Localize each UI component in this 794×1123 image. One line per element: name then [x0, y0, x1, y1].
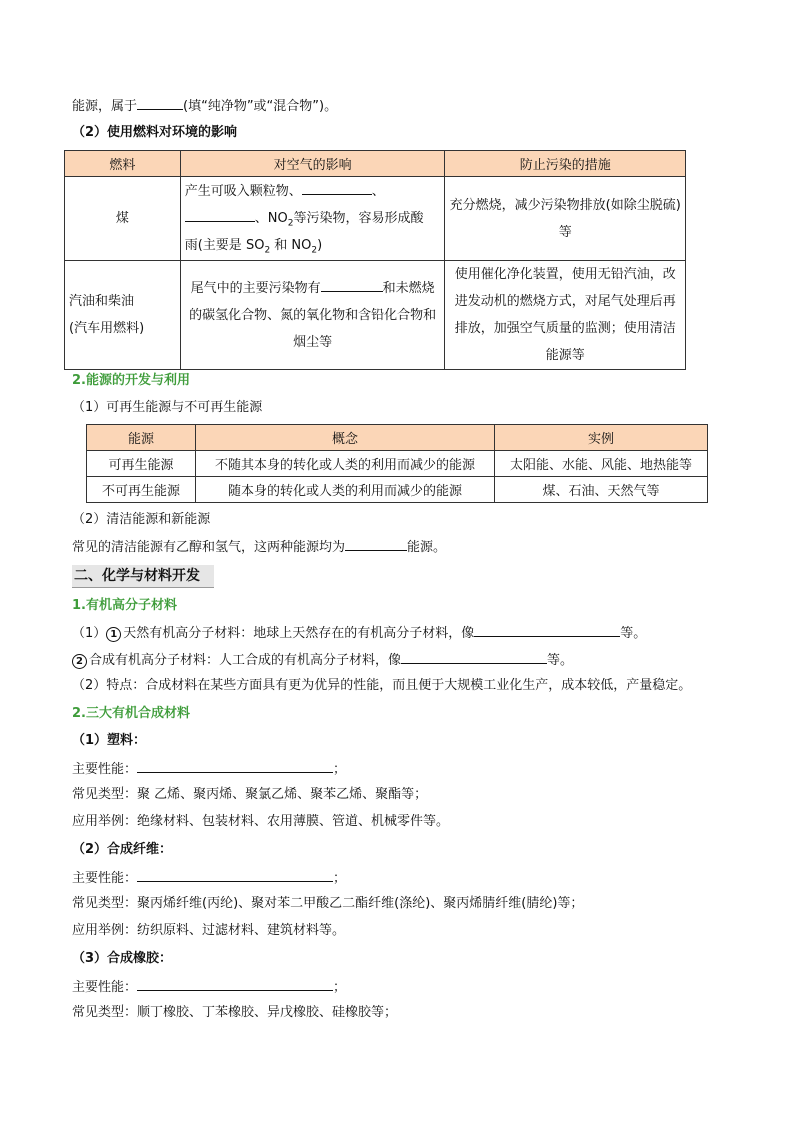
synthetic-polymer-line: 2 合成有机高分子材料：人工合成的有机高分子材料，像 等。 [72, 650, 573, 670]
renewable-table [86, 424, 708, 503]
cell-coal: 煤 [65, 177, 181, 261]
heading-renewable: （1）可再生能源与不可再生能源 [72, 400, 263, 415]
heading-fiber: （2）合成纤维： [72, 842, 173, 857]
cell-coal-measure: 充分燃烧，减少污染物排放(如除尘脱硫)等 [445, 177, 686, 261]
heading-clean-energy: （2）清洁能源和新能源 [72, 512, 211, 527]
plastic-blank[interactable] [137, 759, 333, 773]
heading-organic-polymers: 1.有机高分子材料 [72, 598, 177, 613]
heading-energy-development: 2.能源的开发与利用 [72, 373, 190, 388]
fiber-apps: 应用举例：纺织原料、过滤材料、建筑材料等。 [72, 923, 346, 938]
rubber-blank[interactable] [137, 977, 333, 991]
intro-line [72, 96, 337, 116]
fiber-property-line: 主要性能： ； [72, 868, 346, 888]
header-prevention: 防止污染的措施 [445, 151, 686, 177]
header-air-impact: 对空气的影响 [180, 151, 445, 177]
header-concept: 概念 [196, 425, 495, 451]
rubber-types: 常见类型：顺丁橡胶、丁苯橡胶、异戊橡胶、硅橡胶等； [72, 1005, 398, 1020]
synthetic-blank[interactable] [401, 650, 547, 664]
intro-hint: (填“纯净物”或“混合物”)。 [183, 99, 338, 114]
heading-plastic: （1）塑料： [72, 733, 147, 748]
table-row: 可再生能源 不随其本身的转化或人类的利用而减少的能源 太阳能、水能、风能、地热能等 [87, 451, 708, 477]
cell-oil-measure: 使用催化净化装置，使用无铅汽油，改进发动机的燃烧方式，对尾气处理后再排放，加强空气质量的监测；使用清洁能源等 [445, 261, 686, 370]
heading-three-materials: 2.三大有机合成材料 [72, 706, 190, 721]
heading-rubber: （3）合成橡胶： [72, 951, 173, 966]
table-row: 不可再生能源 随本身的转化或人类的利用而减少的能源 煤、石油、天然气等 [87, 477, 708, 503]
clean-blank[interactable] [345, 537, 407, 551]
heading-environment: （2）使用燃料对环境的影响 [72, 125, 238, 140]
answer-blank[interactable] [137, 96, 183, 110]
circled-number-2: 2 [72, 654, 87, 669]
fiber-blank[interactable] [137, 868, 333, 882]
coal-blank-2[interactable] [185, 208, 255, 222]
section-title-materials: 二、化学与材料开发 [72, 565, 214, 588]
cell-oil-impact: 尾气中的主要污染物有 和未燃烧的碳氢化合物、氮的氧化物和含铅化合物和烟尘等 [180, 261, 445, 370]
header-energy: 能源 [87, 425, 196, 451]
features-line: （2）特点：合成材料在某些方面具有更为优异的性能，而且便于大规模工业化生产，成本较低，产量稳定。 [72, 678, 692, 693]
coal-blank-1[interactable] [302, 181, 372, 195]
header-examples: 实例 [495, 425, 708, 451]
fiber-types: 常见类型：聚丙烯纤维(丙纶)、聚对苯二甲酸乙二酯纤维(涤纶)、聚丙烯腈纤维(腈纶)等； [72, 896, 584, 911]
intro-text: 能源，属于 [72, 99, 138, 114]
natural-polymer-line: （1） 1 天然有机高分子材料：地球上天然存在的有机高分子材料，像 等。 [72, 623, 646, 643]
cell-oil: 汽油和柴油 (汽车用燃料) [65, 261, 181, 370]
plastic-types: 常见类型：聚 乙烯、聚丙烯、聚氯乙烯、聚苯乙烯、聚酯等； [72, 787, 428, 802]
header-fuel: 燃料 [65, 151, 181, 177]
circled-number-1: 1 [106, 627, 121, 642]
rubber-property-line: 主要性能： ； [72, 977, 346, 997]
plastic-apps: 应用举例：绝缘材料、包装材料、农用薄膜、管道、机械零件等。 [72, 814, 450, 829]
fuel-environment-table [64, 150, 686, 370]
natural-blank[interactable] [474, 623, 620, 637]
cell-coal-impact: 产生可吸入颗粒物、 、 、$NO_2$等污染物，容易形成酸 雨(主要是 $SO_2$ 和 $NO_2$) [180, 177, 445, 261]
oil-blank[interactable] [321, 278, 383, 292]
plastic-property-line: 主要性能： ； [72, 759, 346, 779]
clean-energy-line: 常见的清洁能源有乙醇和氢气，这两种能源均为 能源。 [72, 537, 446, 557]
